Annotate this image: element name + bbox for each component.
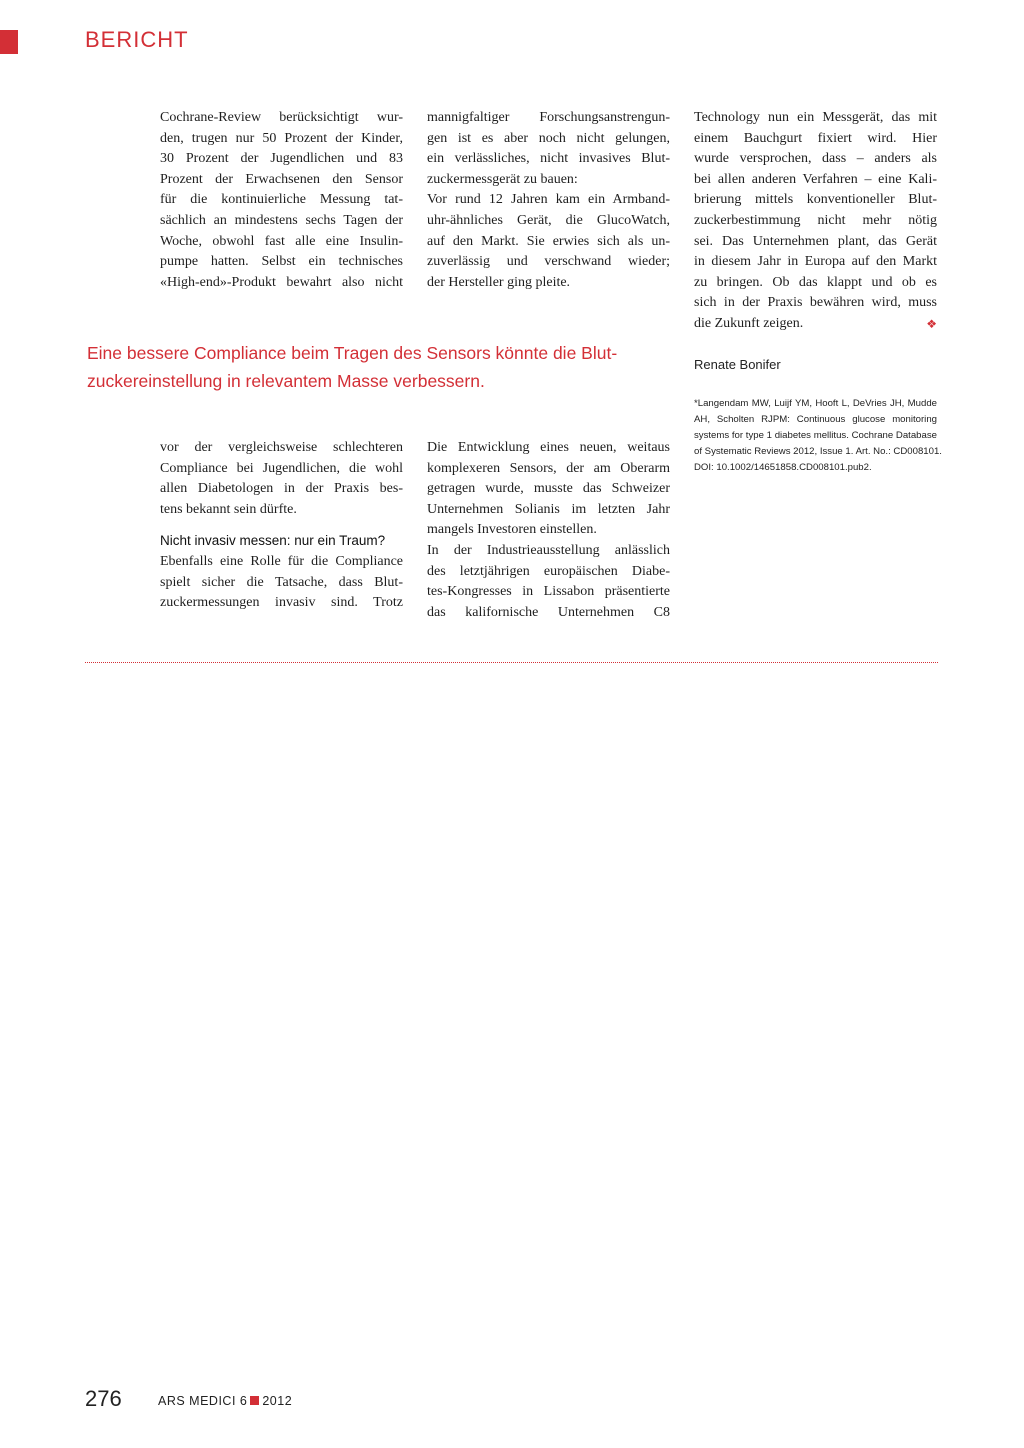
text-line: des letztjährigen europäischen Diabe- [427, 563, 670, 579]
pull-quote [87, 339, 647, 395]
text-line: Unternehmen Solianis im letzten Jahr [427, 501, 670, 517]
end-of-article-icon: ❖ [926, 316, 937, 331]
reference-footnote [694, 396, 942, 476]
section-label: BERICHT [85, 27, 189, 52]
text-line: zuckermessungen invasiv sind. Trotz [160, 595, 403, 611]
text-line: sächlich an mindestens sechs Tagen der [160, 212, 403, 228]
text-line: spielt sicher die Tatsache, dass Blut- [160, 574, 403, 590]
column-1-bottom [160, 438, 403, 614]
text-line: Ebenfalls eine Rolle für die Compliance [160, 553, 403, 569]
text-line: ein verlässliches, nicht invasives Blut- [427, 151, 670, 167]
pull-quote-line: Eine bessere Compliance beim Tragen des Sensors könnte die Blut- [87, 343, 618, 363]
text-line: Die Entwicklung eines neuen, weitaus [427, 440, 670, 455]
column-1-top [160, 108, 403, 293]
text-line: allen Diabetologen in der Praxis bes- [160, 481, 403, 497]
text-line: getragen wurde, musste das Schweizer [427, 481, 670, 497]
text-line: Compliance bei Jugendlichen, die wohl [160, 460, 403, 476]
text-line: pumpe hatten. Selbst ein technisches [160, 254, 403, 270]
text-line: zuckerbestimmung nicht mehr nötig [694, 212, 937, 228]
footer-journal [158, 1394, 292, 1408]
text-line: mannigfaltiger Forschungsanstrengun- [427, 110, 670, 125]
journal-year: 2012 [262, 1394, 293, 1408]
text-line: zuverlässig und verschwand wieder; [427, 254, 670, 270]
text-line: sei. Das Unternehmen plant, das Gerät [694, 233, 937, 249]
text-line-final [694, 314, 937, 335]
text-line: Cochrane-Review berücksichtigt wur- [160, 110, 403, 125]
text-line: sich in der Praxis bewähren wird, muss [694, 295, 937, 311]
text-line: der Hersteller ging pleite. [427, 274, 571, 290]
text-line: den, trugen nur 50 Prozent der Kinder, [160, 130, 403, 146]
column-2-top [427, 108, 670, 293]
text-line: das kalifornische Unternehmen C8 [427, 604, 670, 620]
text-line: «High-end»-Produkt bewahrt also nicht [160, 274, 403, 290]
text-line: bei allen anderen Verfahren – eine Kali- [694, 171, 937, 187]
text-line: 30 Prozent der Jugendlichen und 83 [160, 151, 403, 167]
reference-line: *Langendam MW, Luijf YM, Hooft L, DeVries JH, Mudde [694, 398, 937, 409]
text-line: einem Bauchgurt fixiert wird. Hier [694, 130, 937, 146]
text-line: uhr-ähnliches Gerät, die GlucoWatch, [427, 212, 670, 228]
text-line: vor der vergleichsweise schlechteren [160, 440, 403, 455]
subheading: Nicht invasiv messen: nur ein Traum? [160, 533, 386, 549]
reference-line: of Systematic Reviews 2012, Issue 1. Art. No.: CD008101. [694, 445, 942, 457]
reference-line: DOI: 10.1002/14651858.CD008101.pub2. [694, 461, 872, 473]
column-3 [694, 108, 937, 335]
author-name: Renate Bonifer [694, 357, 781, 372]
text-line-final-text: die Zukunft zeigen. [694, 315, 804, 331]
text-line: zu bringen. Ob das klappt und ob es [694, 274, 937, 290]
text-line: Technology nun ein Messgerät, das mit [694, 110, 937, 125]
square-bullet-icon [250, 1396, 259, 1405]
column-2-bottom [427, 438, 670, 623]
text-line: Prozent der Erwachsenen den Sensor [160, 171, 403, 187]
text-line: auf den Markt. Sie erwies sich als un- [427, 233, 670, 249]
pull-quote-line: zuckereinstellung in relevantem Masse verbessern. [87, 371, 485, 391]
text-line: tes-Kongresses in Lissabon präsentierte [427, 584, 670, 600]
text-line: wurde versprochen, dass – anders als [694, 151, 937, 167]
text-line: gen ist es aber noch nicht gelungen, [427, 130, 670, 146]
text-line: Woche, obwohl fast alle eine Insulin- [160, 233, 403, 249]
text-line: für die kontinuierliche Messung tat- [160, 192, 403, 208]
dotted-divider [85, 662, 938, 663]
text-line: In der Industrieausstellung anlässlich [427, 542, 670, 558]
text-line: komplexeren Sensors, der am Oberarm [427, 460, 670, 476]
journal-name: ARS MEDICI 6 [158, 1394, 248, 1408]
text-line: mangels Investoren einstellen. [427, 522, 597, 538]
text-line: Vor rund 12 Jahren kam ein Armband- [427, 192, 670, 208]
reference-line: AH, Scholten RJPM: Continuous glucose monitoring [694, 413, 937, 425]
section-marker [0, 30, 18, 54]
text-line: brierung mittels konventioneller Blut- [694, 192, 937, 208]
text-line: tens bekannt sein dürfte. [160, 501, 297, 517]
text-line: zuckermessgerät zu bauen: [427, 171, 578, 187]
reference-line: systems for type 1 diabetes mellitus. Cochrane Database [694, 429, 937, 441]
page-number: 276 [85, 1386, 122, 1411]
text-line: in diesem Jahr in Europa auf den Markt [694, 254, 937, 270]
